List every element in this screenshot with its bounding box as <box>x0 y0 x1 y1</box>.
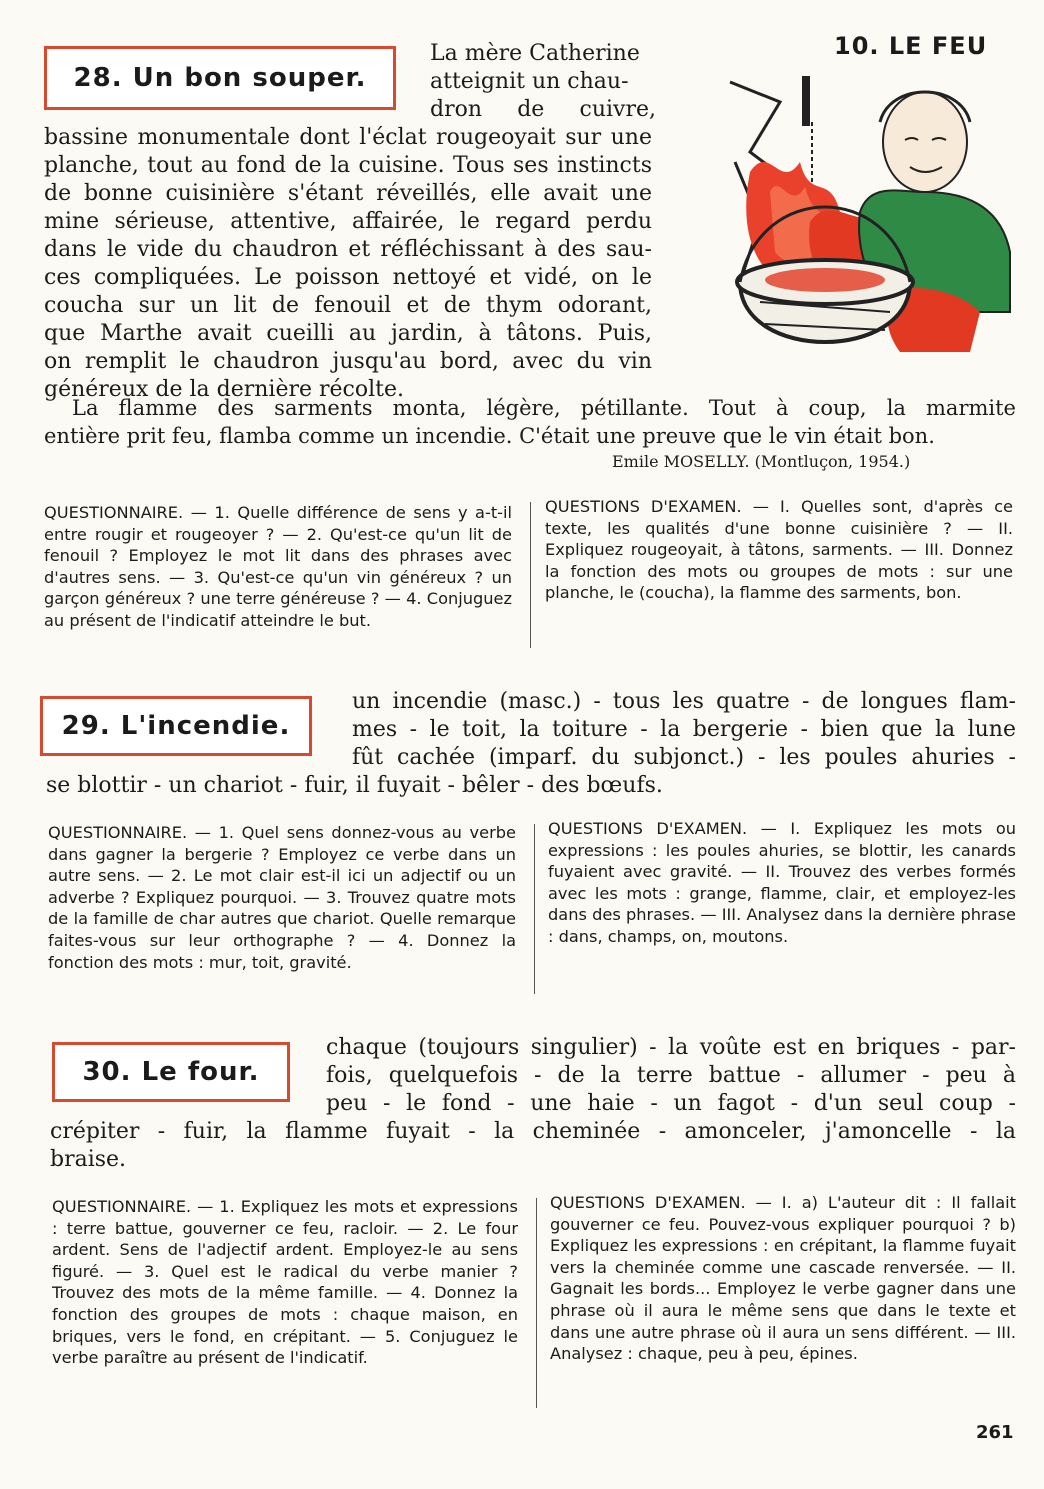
author-signature: Emile MOSELLY. (Montluçon, 1954.) <box>612 452 911 471</box>
text-line: fût cachée (imparf. du subjonct.) - les poules ahuries - <box>352 745 1016 770</box>
section-28-questionnaire: QUESTIONNAIRE. — 1. Quelle différence de sens y a-t-il entre rougir et rougeoyer ? — 2. Qu'est-ce qu'un lit de fenouil ? Employez le mot lit dans des phrases avec d'autres sens. — 3. Qu'est-ce qu'un vin généreux ? un garçon généreux ? une terre généreuse ? — 4. Conjuguez au présent de l'indicatif atteindre le but. <box>44 503 512 630</box>
text-line: un incendie (masc.) - tous les quatre - de longues flam- <box>352 689 1016 714</box>
section-28-examen: QUESTIONS D'EXAMEN. — I. Quelles sont, d'après ce texte, les qualités d'une bonne cuisinière ? — II. Expliquez rougeoyait, à tâtons, sarments. — III. Donnez la fonction des mots ou groupes de mots : sur une planche, le (coucha), la flamme des sarments, bon. <box>545 497 1013 603</box>
text-line: ces compliquées. Le poisson nettoyé et vidé, on le <box>44 265 652 290</box>
text-line: coucha sur un lit de fenouil et de thym odorant, <box>44 293 652 318</box>
section-30-examen: QUESTIONS D'EXAMEN. — I. a) L'auteur dit : Il fallait gouverner ce feu. Pouvez-vous expliquer pourquoi ? b) Expliquez les expressions : en crépitant, la flamme fuyait vers la cheminée comme une cascade renversée. — II. Gagnait les bords... Employez le verbe gagner dans une phrase où il aura le même sens que dans le texte et dans une autre phrase où il aura un sens différent. — III. Analysez : chaque, peu à peu, épines. <box>550 1193 1016 1364</box>
section-28-para2 <box>44 394 1016 450</box>
text-line: entière prit feu, flamba comme un incendie. C'était une preuve que le vin était bon. <box>44 424 935 448</box>
text-line: mine sérieuse, attentive, affairée, le regard perdu <box>44 209 652 234</box>
text-line: La mère Catherine <box>430 41 640 66</box>
cauldron-illustration <box>720 62 1020 374</box>
text-line: de bonne cuisinière s'étant réveillés, elle avait une <box>44 181 652 206</box>
text-line: on remplit le chaudron jusqu'au bord, avec du vin <box>44 349 652 374</box>
section-29-questionnaire: QUESTIONNAIRE. — 1. Quel sens donnez-vous au verbe dans gagner la bergerie ? Employez ce verbe dans un autre sens. — 2. Le mot clair est-il ici un adjectif ou un adverbe ? Expliquez pourquoi. — 3. Trouvez quatre mots de la famille de char autres que chariot. Quelle remarque faites-vous sur leur orthographe ? — 4. Donnez la fonction des mots : mur, toit, gravité. <box>48 823 516 972</box>
text-line: braise. <box>50 1147 127 1172</box>
text-line: dron de cuivre, <box>430 97 656 122</box>
section-30-title: 30. Le four. <box>52 1042 290 1102</box>
page-number: 261 <box>976 1422 1014 1443</box>
text-line: fois, quelquefois - de la terre battue - allumer - peu à <box>326 1063 1016 1088</box>
column-divider <box>536 1198 537 1408</box>
chapter-heading: 10. LE FEU <box>834 32 988 60</box>
section-29-examen: QUESTIONS D'EXAMEN. — I. Expliquez les mots ou expressions : les poules ahuries, se blottir, les canards fuyaient avec gravité. — II. Trouvez des verbes formés avec les mots : grange, flamme, clair, et employez-les dans des phrases. — III. Analysez dans la dernière phrase : dans, champs, on, moutons. <box>548 819 1016 946</box>
text-line: atteignit un chau- <box>430 69 629 94</box>
section-28-body <box>44 124 652 404</box>
text-line: planche, tout au fond de la cuisine. Tous ses instincts <box>44 153 652 178</box>
text-line: chaque (toujours singulier) - la voûte est en briques - par- <box>326 1035 1016 1060</box>
section-30-body <box>326 1034 1016 1118</box>
section-30-questionnaire: QUESTIONNAIRE. — 1. Expliquez les mots et expressions : terre battue, gouverner ce feu, racloir. — 2. Le four ardent. Sens de l'adjectif ardent. Employez-le au sens figuré. — 3. Quel est le radical du verbe manier ? Trouvez des mots de la même famille. — 4. Donnez la fonction des groupes de mots : chaque maison, en briques, vers le fond, en crépitant. — 5. Conjuguez le verbe paraître au présent de l'indicatif. <box>52 1197 518 1368</box>
section-28-intro <box>430 40 656 124</box>
text-line: mes - le toit, la toiture - la bergerie - bien que la lune <box>352 717 1016 742</box>
text-line: que Marthe avait cueilli au jardin, à tâtons. Puis, <box>44 321 652 346</box>
text-line: dans le vide du chaudron et réfléchissant à des sau- <box>44 237 652 262</box>
text-line: se blottir - un chariot - fuir, il fuyait - bêler - des bœufs. <box>46 773 663 798</box>
section-29-title: 29. L'incendie. <box>40 696 312 756</box>
section-29-body <box>352 688 1016 772</box>
text-line: généreux de la dernière récolte. <box>44 377 405 402</box>
section-30-body-cont <box>50 1118 1016 1174</box>
column-divider <box>530 502 531 648</box>
text-line: La flamme des sarments monta, légère, pétillante. Tout à coup, la marmite <box>72 396 1016 420</box>
text-line: bassine monumentale dont l'éclat rougeoyait sur une <box>44 125 652 150</box>
text-line: crépiter - fuir, la flamme fuyait - la cheminée - amonceler, j'amoncelle - la <box>50 1119 1016 1144</box>
section-28-title: 28. Un bon souper. <box>44 46 396 110</box>
column-divider <box>534 824 535 994</box>
text-line: peu - le fond - une haie - un fagot - d'un seul coup - <box>326 1091 1016 1116</box>
